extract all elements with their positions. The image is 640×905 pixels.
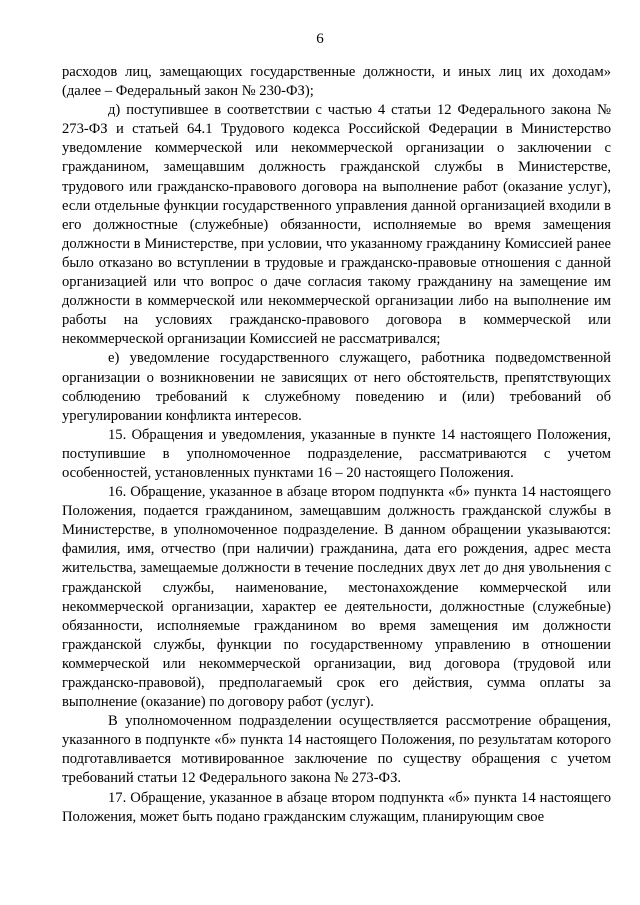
paragraph-subitem-e: е) уведомление государственного служащего, работника подведомственной организации о возникновении не зависящих от него обстоятельств, препятствующих соблюдению требований к служебному поведению и (или) требований об урегулировании конфликта интересов. — [62, 350, 611, 424]
paragraph-item-16: 16. Обращение, указанное в абзаце втором подпункта «б» пункта 14 настоящего Положения, подается гражданином, замещавшим должность гражданской службы в Министерстве, в уполномоченное подразделение. В данном обращении указываются: фамилия, имя, отчество (при наличии) гражданина, дата его рождения, адрес места жительства, замещаемые должности в течение последних двух лет до дня увольнения с гражданской службы, наименование, местонахождение коммерческой или некоммерческой организации, характер ее деятельности, должностные (служебные) обязанности, исполняемые гражданином во время замещения им должности гражданской службы, функции по государственному управлению в отношении коммерческой или некоммерческой организации, вид договора (трудовой или гражданско-правовой), предполагаемый срок его действия, сумма оплаты за выполнение (оказание) по договору работ (услуг). — [62, 484, 611, 711]
paragraph-item-15: 15. Обращения и уведомления, указанные в пункте 14 настоящего Положения, поступившие в уполномоченное подразделение, рассматриваются с учетом особенностей, установленных пунктами 16 – 20 настоящего Положения. — [62, 426, 611, 481]
page-number: 6 — [316, 31, 324, 47]
document-body — [62, 63, 611, 827]
paragraph-item-17: 17. Обращение, указанное в абзаце втором подпункта «б» пункта 14 настоящего Положения, может быть подано гражданским служащим, планирующим свое — [62, 789, 611, 825]
paragraph-item-16-continued: В уполномоченном подразделении осуществляется рассмотрение обращения, указанного в подпункте «б» пункта 14 настоящего Положения, по результатам которого подготавливается мотивированное заключение по существу обращения с учетом требований статьи 12 Федерального закона № 273-ФЗ. — [62, 713, 611, 787]
paragraph-subitem-d: д) поступившее в соответствии с частью 4 статьи 12 Федерального закона № 273-ФЗ и статьей 64.1 Трудового кодекса Российской Федерации в Министерство уведомление коммерческой или некоммерческой организации о заключении с гражданином, замещавшим должность гражданской службы в Министерстве, трудового или гражданско-правового договора на выполнение работ (оказание услуг), если отдельные функции государственного управления данной организацией входили в его должностные (служебные) обязанности, исполняемые во время замещения должности в Министерстве, при условии, что указанному гражданину Комиссией ранее было отказано во вступлении в трудовые и гражданско-правовые отношения с данной организацией или что вопрос о даче согласия такому гражданину на замещение им должности в коммерческой или некоммерческой организации либо на выполнение им работы на условиях гражданско-правового договора в коммерческой или некоммерческой организации Комиссией не рассматривался; — [62, 102, 611, 348]
paragraph-continuation: расходов лиц, замещающих государственные должности, и иных лиц их доходам» (далее – Федеральный закон № 230-ФЗ); — [62, 64, 611, 100]
